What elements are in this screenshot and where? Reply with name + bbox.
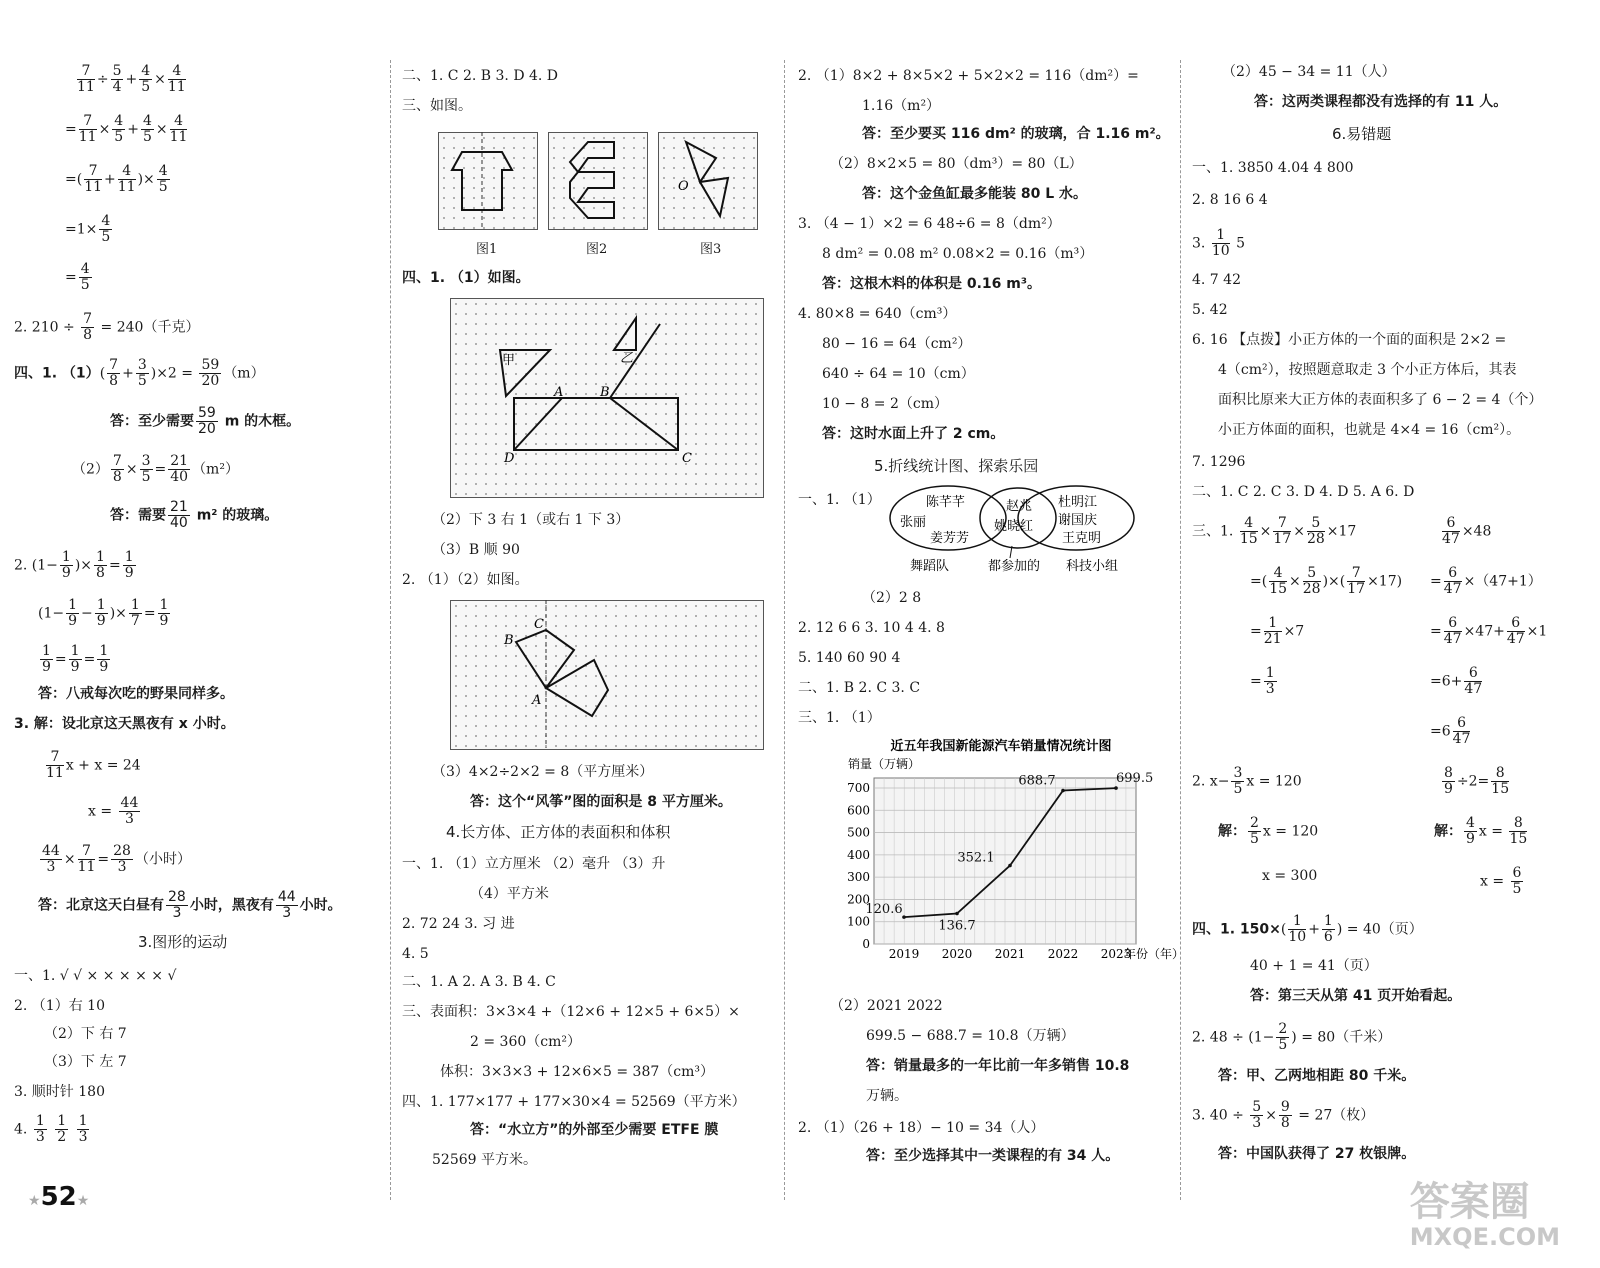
answer-line: 一、1. √ √ × × × × × √	[14, 968, 177, 984]
answer-line: 4. 7 42	[1192, 272, 1241, 288]
text: 答：北京这天白昼有	[38, 897, 164, 914]
answer-line: 2. 8 16 6 4	[1192, 192, 1268, 208]
answer-line: 4（cm²），按照题意取走 3 个小正方体后，其表	[1218, 362, 1517, 378]
answer-line: （4）平方米	[470, 886, 549, 902]
answer-line: （3）4×2÷2×2 = 8（平方厘米）	[432, 764, 654, 780]
answer-line: 答：这两类课程都没有选择的有 11 人。	[1254, 94, 1508, 110]
answer-line: 三、表面积：3×3×4 +（12×6 + 12×5 + 6×5）×	[402, 1004, 740, 1020]
answer-line: 52569 平方米。	[432, 1152, 537, 1168]
answer-line: 答：甲、乙两地相距 80 千米。	[1218, 1068, 1416, 1084]
y-axis-label: 销量（万辆）	[848, 757, 921, 771]
text: 答：需要	[110, 507, 166, 524]
figure-kite	[450, 600, 764, 750]
chart-title: 近五年我国新能源汽车销量情况统计图	[890, 739, 1112, 754]
venn-label: 张丽	[900, 515, 927, 530]
text: x =	[88, 803, 117, 820]
data-point	[1114, 786, 1118, 790]
x-tick-label: 2020	[941, 947, 973, 961]
answer-line: 3. 顺时针 180	[14, 1084, 105, 1100]
math-line: $\frac{1}{9}$ = $\frac{1}{9}$ = $\frac{1}{9}$	[42, 643, 109, 675]
math-line: (1− $\frac{1}{9}$ − $\frac{1}{9}$ )× $\frac{1}{7}$ = $\frac{1}{9}$	[38, 597, 169, 629]
label-b: B	[600, 385, 610, 400]
section-title: 5.折线统计图、探索乐园	[874, 457, 1039, 475]
venn-caption: 科技小组	[1066, 559, 1119, 574]
answer-line: 40 + 1 = 41（页）	[1250, 958, 1378, 974]
math-line: 2. x− $\frac{3}{5}$ x = 120	[1192, 765, 1302, 797]
y-tick-label: 0	[862, 937, 870, 951]
chart-grid	[874, 778, 1136, 944]
math-line: = $\frac{4}{5}$	[65, 261, 90, 293]
answer-line: （2）45 − 34 = 11（人）	[1222, 64, 1396, 80]
math-line: $\frac{44}{3}$ × $\frac{7}{11}$ = $\frac{28}{3}$ （小时）	[42, 843, 191, 875]
answer-line: 二、1. C 2. C 3. D 4. D 5. A 6. D	[1192, 484, 1415, 500]
x-tick-label: 2021	[994, 947, 1026, 961]
answer-line: 答：中国队获得了 27 枚银牌。	[1218, 1146, 1416, 1162]
text: 4.	[14, 1121, 28, 1138]
y-tick-label: 500	[847, 825, 870, 840]
text: 2.	[14, 557, 28, 574]
answer-line: 一、1. 3850 4.04 4 800	[1192, 160, 1354, 176]
watermark-url: MXQE.COM	[1409, 1223, 1560, 1251]
answer-line: 4. $\frac{1}{3}$ $\frac{1}{2}$ $\frac{1}{3}$	[14, 1113, 88, 1145]
column-divider-1	[390, 60, 391, 1200]
answer-line: 3. 解：设北京这天黑夜有 x 小时。	[14, 716, 235, 732]
answer-line: 答：至少选择其中一类课程的有 34 人。	[866, 1148, 1120, 1164]
answer-line: 小正方体面的面积，也就是 4×4 = 16（cm²）。	[1218, 422, 1521, 438]
answer-line: 80 − 16 = 64（cm²）	[822, 336, 972, 352]
figure-rotation-shape	[658, 132, 758, 232]
answer-line: 6. 16 【点拨】小正方体的一个面的面积是 2×2 =	[1192, 332, 1507, 348]
text: 四、1. （1）	[14, 365, 100, 382]
data-label: 120.6	[865, 902, 903, 918]
answer-line: 2 = 360（cm²）	[470, 1034, 581, 1050]
answer-line: 二、1. C 2. B 3. D 4. D	[402, 68, 559, 84]
watermark-logo	[1410, 1180, 1560, 1250]
text: 答：至少需要	[110, 413, 194, 430]
venn-label: 杜明江	[1058, 495, 1098, 510]
text: m 的木框。	[219, 413, 301, 430]
data-label: 688.7	[1018, 773, 1056, 789]
math-line: $\frac{6}{47}$ ×48	[1442, 515, 1492, 547]
math-line: x = 300	[1262, 868, 1318, 884]
data-point	[902, 915, 906, 919]
answer-line: 4. 80×8 = 640（cm³）	[798, 306, 957, 322]
math-line: =( $\frac{7}{11}$ + $\frac{4}{11}$ )× $\frac{4}{5}$	[65, 163, 168, 195]
answer-line: 699.5 − 688.7 = 10.8（万辆）	[866, 1028, 1075, 1044]
column-divider-3	[1180, 60, 1181, 1200]
page-number-text: 52	[40, 1182, 77, 1212]
text: 3.	[1192, 235, 1206, 252]
math-line: =6+ $\frac{6}{47}$	[1430, 665, 1483, 697]
venn-diagram	[890, 484, 1140, 584]
text: （m）	[223, 365, 265, 382]
answer-line: （3）下 左 7	[44, 1054, 127, 1070]
answer-line: 答：这根木料的体积是 0.16 m³。	[822, 276, 1042, 292]
math-line: = $\frac{1}{3}$	[1250, 665, 1275, 697]
label-o: O	[678, 179, 689, 194]
label-c: C	[534, 617, 544, 632]
answer-line: 答：至少需要 $\frac{59}{20}$ m 的木框。	[110, 405, 301, 437]
answer-line: 答：北京这天白昼有 $\frac{28}{3}$ 小时，黑夜有 $\frac{44}{3}$ 小时。	[38, 889, 342, 921]
section-title: 4.长方体、正方体的表面积和体积	[446, 823, 671, 841]
math-line: = $\frac{1}{21}$ ×7	[1250, 615, 1305, 647]
figure-triangles	[450, 298, 764, 498]
text: 解：	[1434, 823, 1462, 840]
label-b: B	[504, 633, 514, 648]
answer-line: 3. $\frac{1}{10}$ 5	[1192, 227, 1246, 259]
math-line: =( $\frac{4}{15}$ × $\frac{5}{28}$ )×( $\frac{7}{17}$ ×17)	[1250, 565, 1403, 597]
text: =	[65, 269, 77, 286]
text: 3. 40 ÷	[1192, 1107, 1249, 1124]
math-line: x = $\frac{44}{3}$	[88, 795, 139, 827]
venn-label: 王克明	[1062, 531, 1102, 546]
answer-line: （2）8×2×5 = 80（dm³）= 80（L）	[830, 156, 1083, 172]
answer-line: 640 ÷ 64 = 10（cm）	[822, 366, 975, 382]
x-axis-label: 年份（年）	[1124, 947, 1185, 961]
text: x + x = 24	[65, 757, 141, 774]
answer-line: 2. 210 ÷ $\frac{7}{8}$ = 240（千克）	[14, 311, 200, 343]
venn-caption: 都参加的	[988, 559, 1041, 574]
text: = 27（枚）	[1293, 1107, 1375, 1124]
venn-label: 陈芊芊	[926, 495, 966, 510]
venn-label: 姚晓红	[994, 519, 1034, 534]
answer-line: （2） $\frac{7}{8}$ × $\frac{3}{5}$ = $\frac{21}{40}$ （m²）	[72, 453, 239, 485]
answer-line: 答：这个“风筝”图的面积是 8 平方厘米。	[470, 794, 732, 810]
math-line: =6 $\frac{6}{47}$	[1430, 715, 1471, 747]
venn-label: 姜芳芳	[930, 531, 970, 546]
text: 2.	[1192, 773, 1206, 790]
data-point	[1008, 864, 1012, 868]
text: = 80（千米）	[1296, 1029, 1392, 1046]
math-line: 三、1. $\frac{4}{15}$ × $\frac{7}{17}$ × $\frac{5}{28}$ ×17	[1192, 515, 1357, 547]
answer-line: 8 dm² = 0.08 m² 0.08×2 = 0.16（m³）	[822, 246, 1094, 262]
venn-caption: 舞蹈队	[910, 559, 950, 574]
y-tick-label: 300	[847, 870, 870, 885]
answer-line: 4. 5	[402, 946, 429, 962]
answer-line: 三、1. （1）	[798, 710, 881, 726]
answer-line: 答：第三天从第 41 页开始看起。	[1250, 988, 1462, 1004]
figure-arrow-shape	[548, 132, 648, 232]
text: 小时，黑夜有	[189, 897, 274, 914]
answer-line: 2. 48 ÷ (1− $\frac{2}{5}$ ) = 80（千米）	[1192, 1021, 1392, 1053]
answer-line: 2. 12 6 6 3. 10 4 4. 8	[798, 620, 945, 636]
watermark-text: 答案圈	[1409, 1179, 1530, 1225]
answer-line: 二、1. A 2. A 3. B 4. C	[402, 974, 556, 990]
label-c: C	[682, 451, 692, 466]
y-tick-label: 600	[847, 803, 870, 818]
x-tick-label: 2022	[1047, 947, 1079, 961]
y-tick-label: 100	[847, 914, 870, 929]
y-tick-label: 200	[847, 892, 870, 907]
venn-label: 赵兆	[1006, 499, 1033, 514]
data-point	[955, 912, 959, 916]
figure-caption: 图3	[700, 242, 722, 257]
answer-line: 答：“水立方”的外部至少需要 ETFE 膜	[470, 1122, 719, 1138]
answer-line: 3. 40 ÷ $\frac{5}{3}$ × $\frac{9}{8}$ = 27（枚）	[1192, 1099, 1375, 1131]
answer-line: 2. （1）（26 + 18）− 10 = 34（人）	[798, 1120, 1045, 1136]
text: 5	[1236, 235, 1246, 252]
answer-line: （2）2 8	[862, 590, 922, 606]
answer-line: 5. 140 60 90 4	[798, 650, 901, 666]
answer-line: 5. 42	[1192, 302, 1228, 318]
star-icon: ★	[76, 1193, 90, 1209]
answer-line: 四、1. 177×177 + 177×30×4 = 52569（平方米）	[402, 1094, 746, 1110]
answer-line: 答：销量最多的一年比前一年多销售 10.8	[866, 1058, 1130, 1074]
text: =1×	[65, 221, 98, 238]
math-line: = $\frac{6}{47}$ ×（47+1）	[1430, 565, 1542, 597]
answer-line: 答：至少要买 116 dm² 的玻璃，合 1.16 m²。	[862, 126, 1170, 142]
answer-line: 面积比原来大正方体的表面积多了 6 − 2 = 4（个）	[1218, 392, 1543, 408]
answer-line: 10 − 8 = 2（cm）	[822, 396, 949, 412]
text: = 40（页）	[1342, 921, 1423, 938]
math-line: 解： $\frac{4}{9}$ x = $\frac{8}{15}$	[1434, 815, 1528, 847]
x-tick-label: 2019	[888, 947, 920, 961]
math-line: $\frac{8}{9}$ ÷2= $\frac{8}{15}$	[1444, 765, 1510, 797]
answer-line: 体积：3×3×3 + 12×6×5 = 387（cm³）	[440, 1064, 714, 1080]
answer-line: 2. （1）右 10	[14, 998, 105, 1014]
math-line: =1× $\frac{4}{5}$	[65, 213, 111, 245]
answer-line: 四、1. （1）如图。	[402, 270, 530, 286]
text: 解：	[1218, 823, 1246, 840]
math-line: $\frac{7}{11}$ x + x = 24	[46, 749, 141, 781]
label-d: D	[504, 451, 515, 466]
math-line: = $\frac{6}{47}$ ×47+ $\frac{6}{47}$ ×1	[1430, 615, 1548, 647]
section-title: 6.易错题	[1332, 125, 1392, 143]
text: 三、1.	[1192, 523, 1234, 540]
answer-line: 万辆。	[866, 1088, 908, 1104]
text: 小时。	[299, 897, 342, 914]
answer-line: （2）下 3 右 1（或右 1 下 3）	[432, 512, 630, 528]
math-line: = $\frac{7}{11}$ × $\frac{4}{5}$ + $\frac{4}{5}$ × $\frac{4}{11}$	[65, 113, 188, 145]
text: ×2 =	[156, 365, 198, 382]
text: 四、1. 150×	[1192, 921, 1281, 938]
star-icon: ★	[28, 1193, 41, 1209]
answer-line: 2. （1）（2）如图。	[402, 572, 529, 588]
text: （2）	[72, 461, 109, 478]
y-tick-label: 400	[847, 847, 870, 862]
answer-line: 答：这时水面上升了 2 cm。	[822, 426, 1005, 442]
line-chart	[836, 734, 1185, 986]
answer-line: 2. (1− $\frac{1}{9}$ )× $\frac{1}{8}$ = $\frac{1}{9}$	[14, 549, 134, 581]
data-label: 699.5	[1116, 771, 1154, 787]
math-line: x = $\frac{6}{5}$	[1480, 865, 1522, 897]
math-line: $\frac{7}{11}$ ÷ $\frac{5}{4}$ + $\frac{4}{5}$ × $\frac{4}{11}$	[77, 63, 186, 95]
text: （小时）	[134, 851, 191, 868]
label-a: A	[532, 693, 542, 708]
text: 2. 48 ÷	[1192, 1029, 1249, 1046]
answer-line: 二、1. B 2. C 3. C	[798, 680, 921, 696]
answer-line: 1.16（m²）	[862, 98, 941, 114]
answer-line: 四、1. （1）( $\frac{7}{8}$ + $\frac{3}{5}$ )×2 = $\frac{59}{20}$ （m）	[14, 357, 265, 389]
text: m² 的玻璃。	[191, 507, 279, 524]
label-yi: 乙	[620, 351, 634, 366]
answer-line: 答：这个金鱼缸最多能装 80 L 水。	[862, 186, 1088, 202]
data-label: 136.7	[938, 918, 976, 934]
column-divider-2	[784, 60, 785, 1200]
answer-line: 三、如图。	[402, 98, 472, 114]
answer-line: 3. （4 − 1）×2 = 6 48÷6 = 8（dm²）	[798, 216, 1061, 232]
answer-line: 一、1. （1）	[798, 492, 881, 508]
venn-label: 谢国庆	[1058, 513, 1098, 528]
section-title: 3.图形的运动	[138, 933, 228, 951]
answer-line: 2. （1）8×2 + 8×5×2 + 5×2×2 = 116（dm²）=	[798, 68, 1139, 84]
page-number	[28, 1182, 89, 1212]
data-label: 352.1	[957, 850, 995, 866]
answer-line: 四、1. 150×( $\frac{1}{10}$ + $\frac{1}{6}$ ) = 40（页）	[1192, 913, 1423, 945]
math-line: 解： $\frac{2}{5}$ x = 120	[1218, 815, 1319, 847]
label-a: A	[554, 385, 564, 400]
answer-line: （3）B 顺 90	[432, 542, 520, 558]
answer-line: 2. 72 24 3. 习 进	[402, 916, 515, 932]
figure-caption: 图1	[476, 242, 498, 257]
x-tick-label: 2023	[1100, 947, 1132, 961]
answer-line: 答：八戒每次吃的野果同样多。	[38, 686, 234, 702]
answer-line: 答：需要 $\frac{21}{40}$ m² 的玻璃。	[110, 499, 279, 531]
text: = 240（千克）	[96, 319, 200, 336]
answer-line: （2）下 右 7	[44, 1026, 127, 1042]
data-point	[1061, 789, 1065, 793]
answer-line: 7. 1296	[1192, 454, 1246, 470]
answer-line: （2）2021 2022	[830, 998, 943, 1014]
text: （m²）	[192, 461, 239, 478]
label-jia: 甲	[502, 353, 516, 368]
figure-house-shape	[438, 132, 538, 232]
figure-caption: 图2	[586, 242, 608, 257]
answer-line: 一、1. （1）立方厘米 （2）毫升 （3）升	[402, 856, 666, 872]
y-tick-label: 700	[847, 781, 870, 795]
text: 2. 210 ÷	[14, 319, 80, 336]
